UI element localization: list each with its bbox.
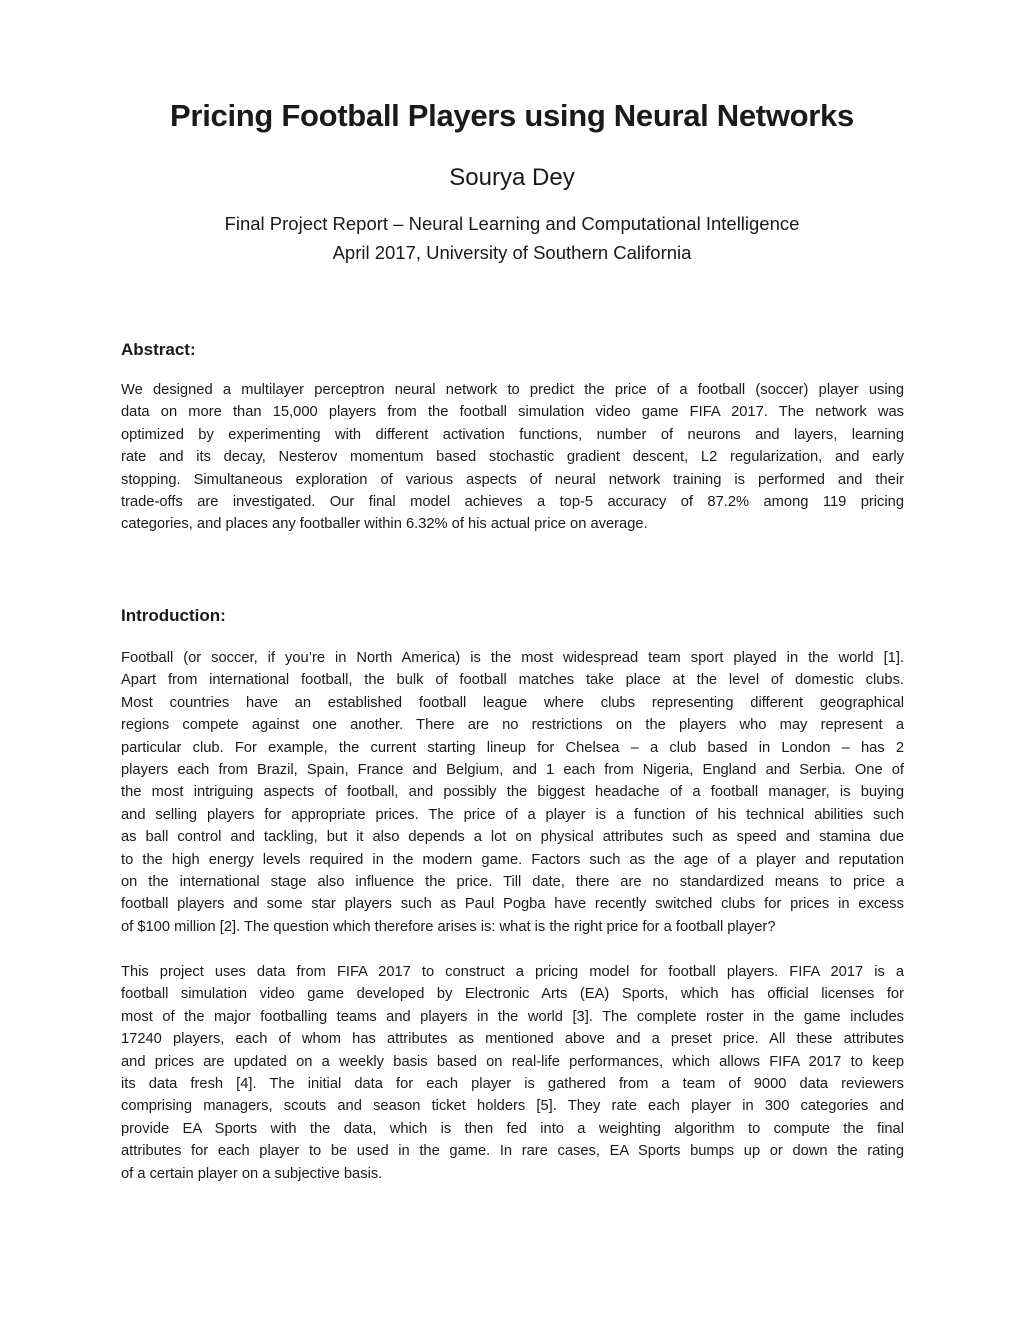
text-line: regions compete against one another. There are no restrictions on the players who may represent a <box>121 717 904 734</box>
text-line: and selling players for appropriate prices. The price of a player is a function of his technical abilities such <box>121 806 904 823</box>
text-line: and prices are updated on a weekly basis based on real-life performances, which allows FIFA 2017 to keep <box>121 1053 904 1070</box>
text-line: its data fresh [4]. The initial data for each player is gathered from a team of 9000 data reviewers <box>121 1076 904 1093</box>
author-name: Sourya Dey <box>449 164 575 191</box>
text-line: Most countries have an established football league where clubs representing different geographical <box>121 694 904 711</box>
text-line: as ball control and tackling, but it also depends a lot on physical attributes such as speed and stamina due <box>121 829 904 846</box>
subtitle-course: Final Project Report – Neural Learning and Computational Intelligence <box>224 213 800 234</box>
text-line: Apart from international football, the bulk of football matches take place at the level of domestic clubs. <box>121 672 904 689</box>
text-line: This project uses data from FIFA 2017 to construct a pricing model for football players. FIFA 2017 is a <box>121 964 904 980</box>
text-line: attributes for each player to be used in the game. In rare cases, EA Sports bumps up or down the rating <box>121 1143 904 1160</box>
text-line: the most intriguing aspects of football, and possibly the biggest headache of a football manager, is buying <box>121 784 904 801</box>
text-line: players each from Brazil, Spain, France and Belgium, and 1 each from Nigeria, England and Serbia. One of <box>121 762 904 779</box>
introduction-paragraph-2 <box>121 961 904 1185</box>
text-line: We designed a multilayer perceptron neural network to predict the price of a football (soccer) player using <box>121 382 904 398</box>
text-line: optimized by experimenting with different activation functions, number of neurons and layers, learning <box>121 426 904 443</box>
text-line: football players and some star players such as Paul Pogba have recently switched clubs for prices in excess <box>121 896 904 913</box>
paper-title: Pricing Football Players using Neural Networks <box>170 98 854 133</box>
abstract-heading: Abstract: <box>121 340 196 359</box>
text-line: to the high energy levels required in the modern game. Factors such as the age of a player and reputation <box>121 851 904 868</box>
text-line: of a certain player on a subjective basis. <box>121 1165 383 1182</box>
subtitle-date: April 2017, University of Southern California <box>332 242 692 263</box>
abstract-body <box>121 379 904 536</box>
introduction-heading: Introduction: <box>121 606 226 625</box>
text-line: particular club. For example, the current starting lineup for Chelsea – a club based in London – has 2 <box>121 739 904 756</box>
text-line: rate and its decay, Nesterov momentum based stochastic gradient descent, L2 regularization, and early <box>121 449 904 466</box>
text-line: on the international stage also influence the price. Till date, there are no standardized means to price a <box>121 874 904 891</box>
text-line: football simulation video game developed by Electronic Arts (EA) Sports, which has official licenses for <box>121 986 904 1003</box>
text-line: provide EA Sports with the data, which is then fed into a weighting algorithm to compute the final <box>121 1120 904 1137</box>
text-line: stopping. Simultaneous exploration of various aspects of neural network training is performed and their <box>121 471 904 488</box>
text-line: of $100 million [2]. The question which therefore arises is: what is the right price for a football player? <box>121 918 776 935</box>
text-line: categories, and places any footballer within 6.32% of his actual price on average. <box>121 516 648 533</box>
text-line: trade-offs are investigated. Our final model achieves a top-5 accuracy of 87.2% among 119 pricing <box>121 494 904 511</box>
text-line: most of the major footballing teams and players in the world [3]. The complete roster in the game includes <box>121 1008 904 1025</box>
text-line: 17240 players, each of whom has attributes as mentioned above and a preset price. All these attributes <box>121 1031 904 1048</box>
introduction-paragraph-1 <box>121 647 904 938</box>
text-line: Football (or soccer, if you’re in North America) is the most widespread team sport played in the world [1]. <box>121 650 904 666</box>
text-line: data on more than 15,000 players from the football simulation video game FIFA 2017. The network was <box>121 404 904 421</box>
text-line: comprising managers, scouts and season ticket holders [5]. They rate each player in 300 categories and <box>121 1098 904 1115</box>
